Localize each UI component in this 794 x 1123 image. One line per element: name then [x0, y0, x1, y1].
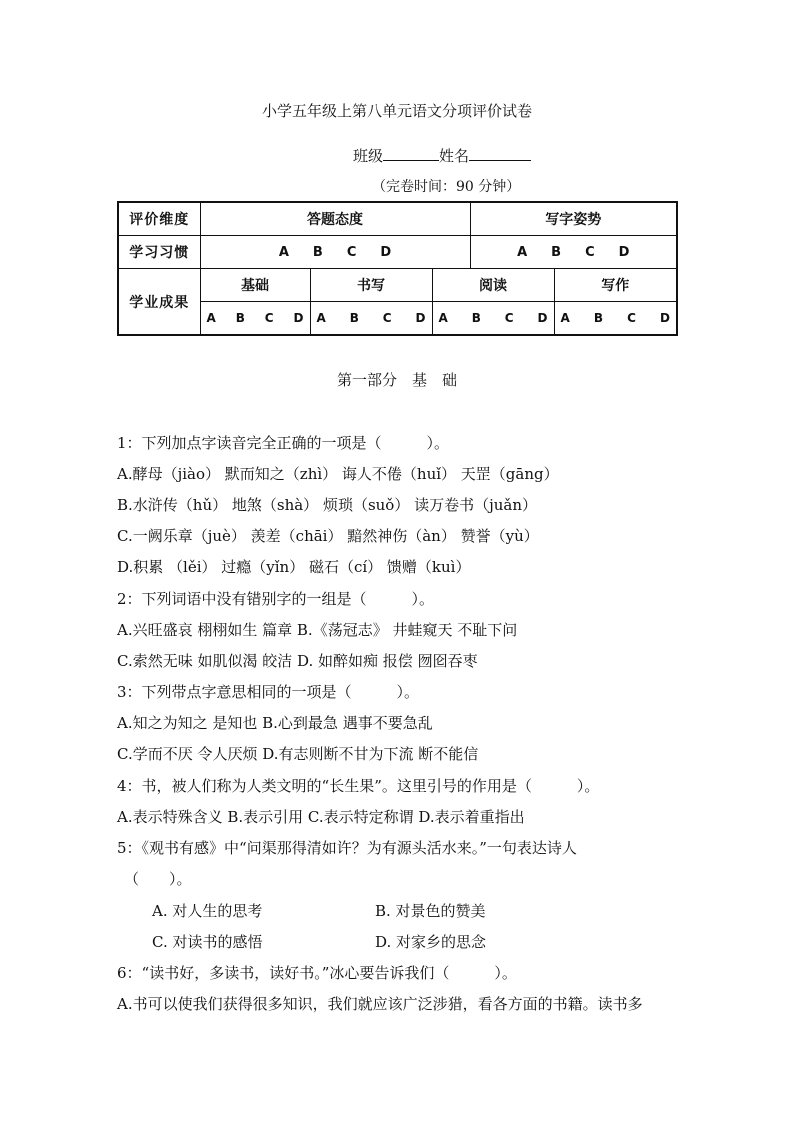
writing-grades [310, 302, 432, 336]
option-line: C.一阙乐章（juè） 羡差（chāi） 黯然神伤（àn） 赞誉（yù） [117, 527, 539, 545]
grade-b[interactable]: B [312, 245, 323, 260]
option-line: A.表示特殊含义 B.表示引用 C.表示特定称谓 D.表示着重指出 [117, 808, 525, 826]
option-line: C.学而不厌 令人厌烦 D.有志则断不甘为下流 断不能信 [117, 745, 479, 763]
grade-b[interactable]: B [235, 311, 245, 325]
option-a: A. 对人生的思考 [152, 902, 263, 920]
class-blank[interactable] [383, 146, 439, 161]
option-line: B.水浒传（hǔ） 地煞（shà） 烦琐（suǒ） 读万卷书（juǎn） [117, 496, 538, 514]
question-4: 4：书，被人们称为人类文明的“长生果”。这里引号的作用是（ ）。 [117, 777, 600, 795]
question-5: 5：《观书有感》中“问渠那得清如许？为有源头活水来。”一句表达诗人 [117, 839, 577, 857]
grade-b[interactable]: B [551, 245, 562, 260]
grade-c[interactable]: C [264, 311, 274, 325]
row-result-label: 学业成果 [118, 269, 200, 336]
grade-c[interactable]: C [585, 245, 595, 260]
grade-c[interactable]: C [346, 245, 357, 260]
grade-b[interactable]: B [593, 311, 604, 325]
evaluation-table [117, 201, 678, 336]
grade-a[interactable]: A [438, 311, 448, 325]
grade-c[interactable]: C [382, 311, 392, 325]
header-posture: 写字姿势 [470, 202, 677, 236]
header-dimension: 评价维度 [118, 202, 200, 236]
reading-grades [432, 302, 554, 336]
grade-a[interactable]: A [517, 245, 528, 260]
header-attitude: 答题态度 [200, 202, 470, 236]
sub-reading: 阅读 [432, 269, 554, 302]
sub-writing: 书写 [310, 269, 432, 302]
grade-a[interactable]: A [206, 311, 216, 325]
sub-basic: 基础 [200, 269, 310, 302]
grade-d[interactable]: D [618, 245, 630, 260]
option-line: A.酵母（jiào） 默而知之（zhì） 诲人不倦（huǐ） 天罡（gāng） [117, 465, 559, 483]
composition-grades [554, 302, 677, 336]
grade-d[interactable]: D [293, 311, 304, 325]
question-6: 6：“读书好，多读书，读好书。”冰心要告诉我们（ ）。 [117, 964, 517, 982]
answer-paren: （ ）。 [124, 870, 192, 888]
option-line: A.书可以使我们获得很多知识，我们就应该广泛涉猎，看各方面的书籍。读书多 [117, 995, 643, 1013]
attitude-grades [200, 236, 470, 269]
option-line: D.积累 （lěi） 过瘾（yǐn） 磁石（cí） 馈赠（kuì） [117, 558, 471, 576]
basic-grades [200, 302, 310, 336]
question-2: 2：下列词语中没有错别字的一组是（ ）。 [117, 590, 435, 608]
option-c: C. 对读书的感悟 [152, 933, 263, 951]
grade-b[interactable]: B [349, 311, 359, 325]
option-line: A.兴旺盛哀 栩栩如生 篇章 B.《荡冠志》 井蛙窥天 不耻下问 [117, 621, 518, 639]
grade-c[interactable]: C [504, 311, 514, 325]
option-b: B. 对景色的赞美 [375, 902, 486, 920]
class-name-line [353, 145, 531, 166]
sub-composition: 写作 [554, 269, 677, 302]
question-3: 3：下列带点字意思相同的一项是（ ）。 [117, 683, 420, 701]
name-label: 姓名 [439, 147, 470, 165]
grade-a[interactable]: A [560, 311, 570, 325]
class-label: 班级 [353, 147, 384, 165]
row-habit-label: 学习习惯 [118, 236, 200, 269]
option-d: D. 对家乡的思念 [375, 933, 487, 951]
grade-d[interactable]: D [415, 311, 426, 325]
option-line: C.索然无味 如肌似渴 皎洁 D. 如醉如痴 报偿 囫囵吞枣 [117, 652, 478, 670]
name-blank[interactable] [469, 146, 531, 161]
exam-time: （完卷时间：90 分钟） [372, 179, 521, 195]
grade-d[interactable]: D [660, 311, 670, 325]
grade-d[interactable]: D [537, 311, 548, 325]
grade-d[interactable]: D [380, 245, 392, 260]
option-line: A.知之为知之 是知也 B.心到最急 遇事不要急乱 [117, 714, 433, 732]
grade-a[interactable]: A [316, 311, 326, 325]
section-heading: 第一部分 基 础 [336, 371, 457, 389]
posture-grades [470, 236, 677, 269]
page-title: 小学五年级上第八单元语文分项评价试卷 [261, 102, 532, 120]
question-1: 1：下列加点字读音完全正确的一项是（ ）。 [117, 434, 450, 452]
grade-a[interactable]: A [278, 245, 289, 260]
grade-b[interactable]: B [471, 311, 481, 325]
grade-c[interactable]: C [627, 311, 636, 325]
